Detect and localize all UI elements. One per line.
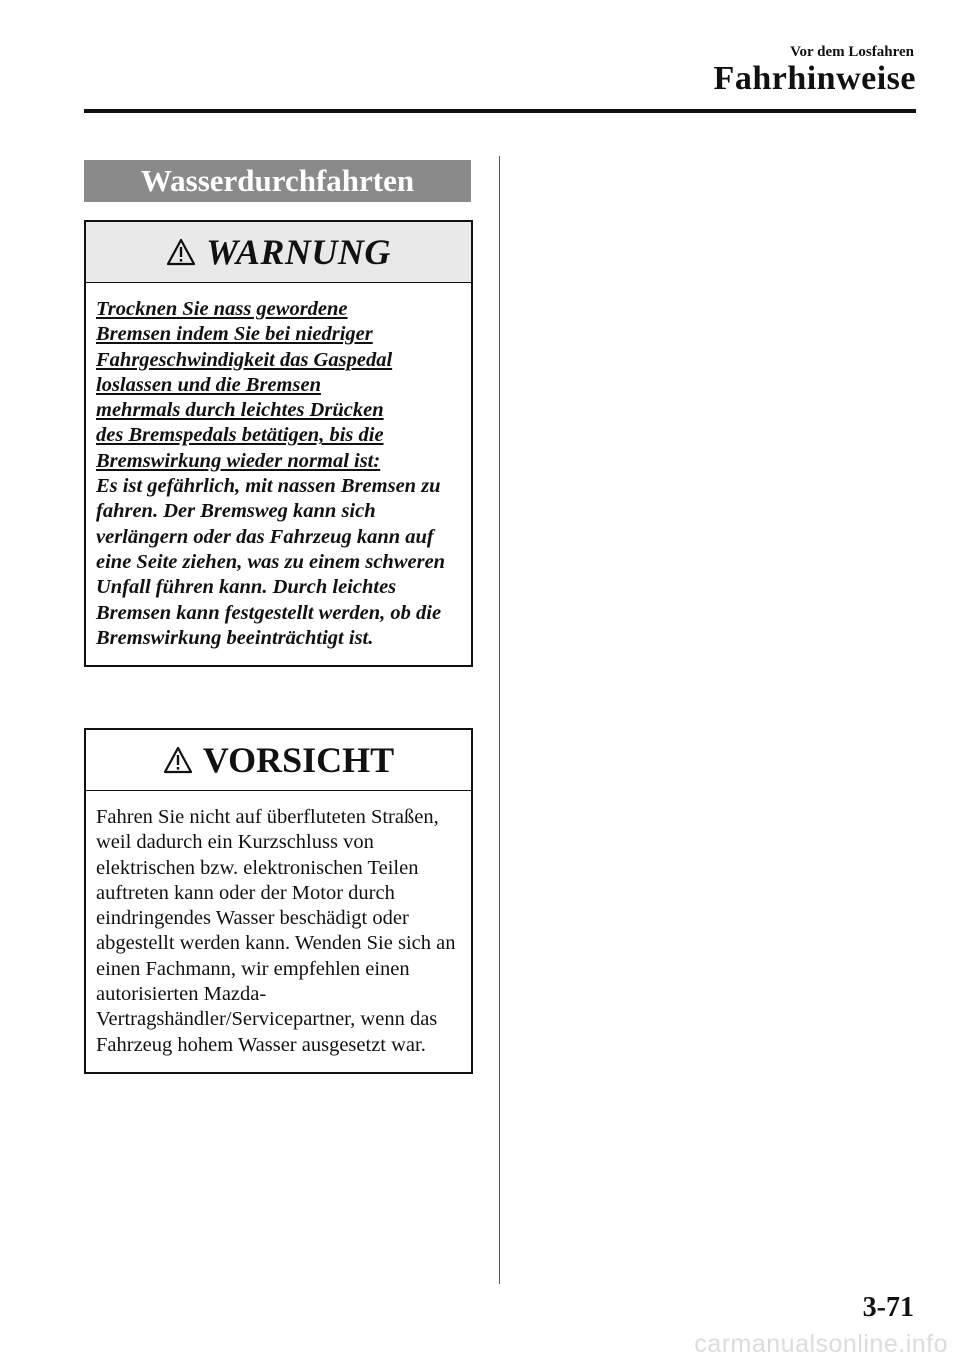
warning-body <box>86 283 471 665</box>
warning-underlined-line: mehrmals durch leichtes Drücken <box>96 399 384 422</box>
column-divider <box>499 156 500 1284</box>
warning-triangle-icon <box>166 238 196 266</box>
caution-header <box>86 730 471 791</box>
warning-underlined-line: Bremswirkung wieder normal ist: <box>96 449 381 472</box>
warning-underlined-line: des Bremspedals betätigen, bis die <box>96 424 384 447</box>
warning-title: WARNUNG <box>206 232 391 272</box>
warning-underlined-line: Bremsen indem Sie bei niedriger <box>96 323 373 346</box>
warning-text: Es ist gefährlich, mit nassen Bremsen zu fahren. Der Bremsweg kann sich verlängern oder das Fahrzeug kann auf eine Seite ziehen, was zu einem schweren Unfall führen kann. Durch leichtes Bremsen kann festgestellt werden, ob die Bremswirkung beeinträchtigt ist. <box>96 475 446 649</box>
watermark: carmanualsonline.info <box>694 1330 948 1358</box>
warning-header <box>86 222 471 283</box>
caution-title: VORSICHT <box>202 740 395 780</box>
warning-box <box>84 220 473 667</box>
caution-body <box>86 791 471 1072</box>
caution-text: Fahren Sie nicht auf überfluteten Straßen, weil dadurch ein Kurzschluss von elektrischen bzw. elektronischen Teilen auftreten kann oder der Motor durch eindringendes Wasser beschädigt oder abgestellt werden kann. Wenden Sie sich an einen Fachmann, wir empfehlen einen autorisierten Mazda-Vertragshändler/Servicepartner, wenn das Fahrzeug hohem Wasser ausgesetzt war. <box>96 806 456 1056</box>
caution-box <box>84 728 473 1074</box>
warning-underlined-text <box>96 297 459 474</box>
header-rule <box>84 109 916 113</box>
page-number: 3-71 <box>862 1292 914 1323</box>
chapter-title: Vor dem Losfahren <box>790 44 914 60</box>
topic-heading <box>84 160 471 202</box>
warning-underlined-line: loslassen und die Bremsen <box>96 373 321 396</box>
warning-underlined-line: Trocknen Sie nass gewordene <box>96 298 348 320</box>
section-title: Fahrhinweise <box>713 60 916 97</box>
topic-heading-text: Wasserdurchfahrten <box>140 163 415 198</box>
warning-underlined-line: Fahrgeschwindigkeit das Gaspedal <box>96 348 393 371</box>
warning-triangle-icon <box>163 746 193 774</box>
